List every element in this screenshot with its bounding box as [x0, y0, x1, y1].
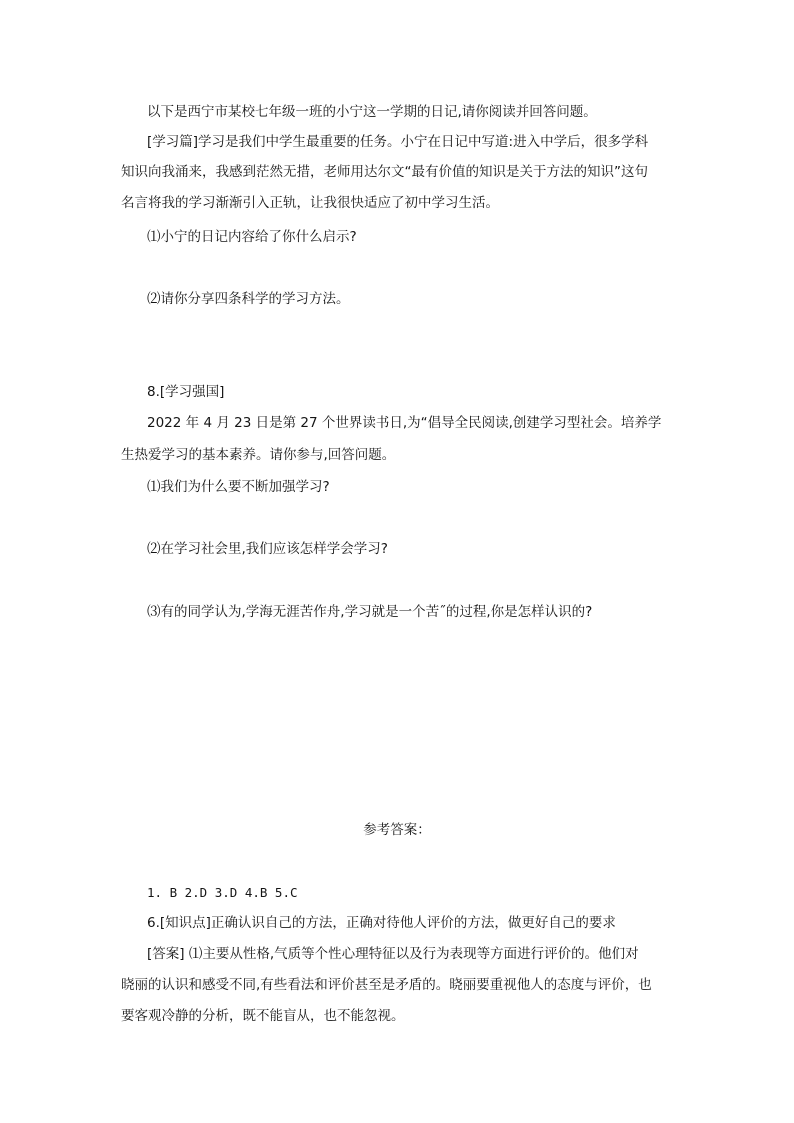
question-8-line-1: 2022 年 4 月 23 日是第 27 个世界读书日,为“倡导全民阅读,创建学习型社会。培养学	[147, 415, 662, 431]
question-8-heading: 8.[学习强国]	[147, 384, 225, 400]
question-8-line-2: 生热爱学习的基本素养。请你参与,回答问题。	[121, 447, 396, 463]
question-8-sub-2: ⑵在学习社会里,我们应该怎样学会学习?	[147, 541, 388, 557]
answer-6-line-3: 要客观冷静的分析，既不能盲从，也不能忽视。	[121, 1008, 405, 1024]
answer-6-heading: 6.[知识点]正确认识自己的方法，正确对待他人评价的方法，做更好自己的要求	[147, 915, 616, 931]
study-question-2: ⑵请你分享四条科学的学习方法。	[147, 291, 350, 307]
question-8-sub-3: ⑶有的同学认为,学海无涯苦作舟,学习就是一个苦˝的过程,你是怎样认识的?	[147, 604, 593, 620]
answer-6-line-2: 晓丽的认识和感受不同,有些看法和评价甚至是矛盾的。晓丽要重视他人的态度与评价，也	[121, 977, 652, 993]
intro-text: 以下是西宁市某校七年级一班的小宁这一学期的日记,请你阅读并回答问题。	[147, 104, 597, 120]
study-section-line-1: [学习篇]学习是我们中学生最重要的任务。小宁在日记中写道:进入中学后，很多学科	[147, 134, 649, 150]
answer-6-line-1: [答案] ⑴主要从性格,气质等个性心理特征以及行为表现等方面进行评价的。他们对	[147, 946, 639, 962]
answers-title: 参考答案：	[363, 822, 431, 838]
question-8-sub-1: ⑴我们为什么要不断加强学习?	[147, 479, 330, 495]
study-section-line-2: 知识向我涌来，我感到茫然无措，老师用达尔文“最有价值的知识是关于方法的知识”这句	[121, 164, 648, 180]
study-question-1: ⑴小宁的日记内容给了你什么启示?	[147, 229, 357, 245]
answers-mcq: 1. B 2.D 3.D 4.B 5.C	[147, 885, 298, 900]
study-section-line-3: 名言将我的学习渐渐引入正轨，让我很快适应了初中学习生活。	[121, 195, 499, 211]
